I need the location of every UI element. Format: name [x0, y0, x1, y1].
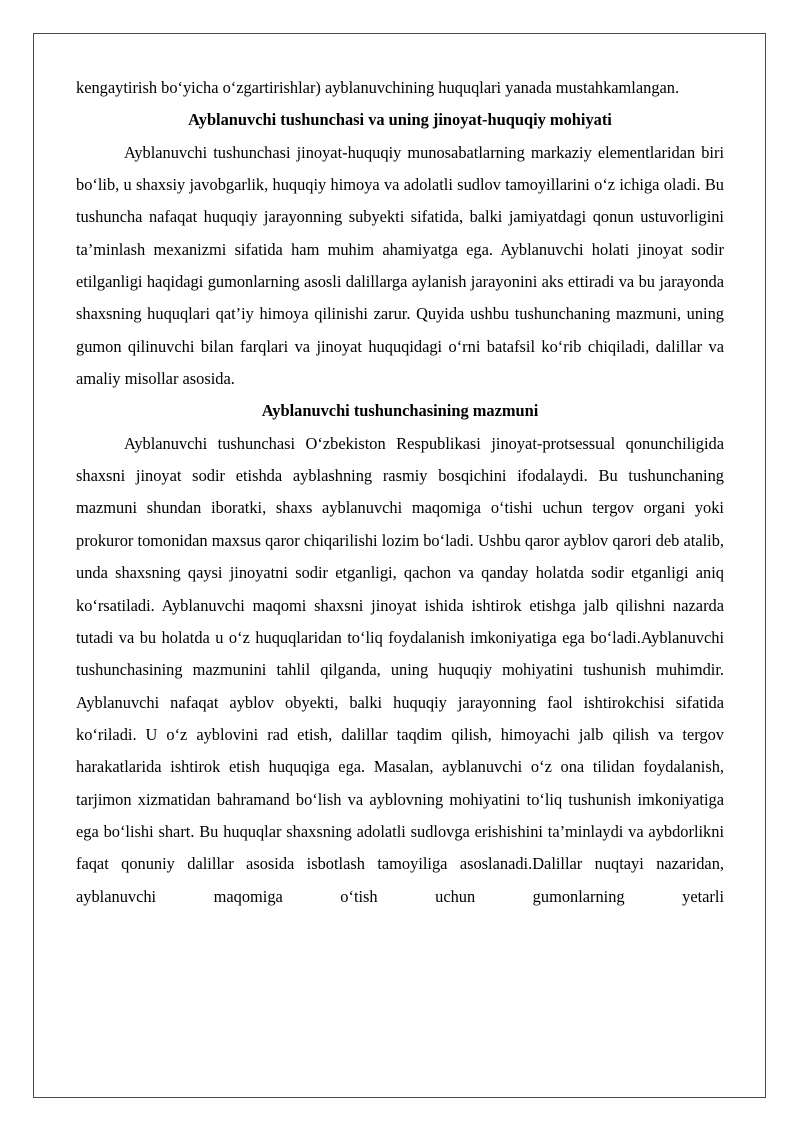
section-heading: Ayblanuvchi tushunchasi va uning jinoyat-huquqiy mohiyati [188, 110, 612, 130]
subsection-heading: Ayblanuvchi tushunchasining mazmuni [261, 401, 539, 421]
paragraph-continuation: kengaytirish bo‘yicha o‘zgartirishlar) ayblanuvchining huquqlari yanada mustahkamlangan. [76, 78, 680, 97]
body-paragraph: Ayblanuvchi tushunchasi O‘zbekiston Respublikasi jinoyat-protsessual qonunchiligida shaxsni jinoyat sodir etishda ayblashning rasmiy bosqichini ifodalaydi. Bu tushunchaning mazmuni shundan iboratki, shaxs ayblanuvchi maqomiga o‘tishi uchun tergov organi yoki prokuror tomonidan maxsus qaror chiqarilishi lozim bo‘ladi. Ushbu qaror ayblov qarori deb atalib, unda shaxsning qaysi jinoyatni sodir etganligi, qachon va qanday holatda sodir etganligi aniq ko‘rsatiladi. Ayblanuvchi maqomi shaxsni jinoyat ishida ishtirok etishga jalb qilishni nazarda tutadi va bu holatda u o‘z huquqlaridan to‘liq foydalanish imkoniyatiga ega bo‘ladi.Ayblanuvchi tushunchasining mazmunini tahlil qilganda, uning huquqiy mohiyatini tushunish muhimdir. Ayblanuvchi nafaqat ayblov obyekti, balki huquqiy jarayonning faol ishtirokchisi sifatida ko‘riladi. U o‘z ayblovini rad etish, dalillar taqdim qilish, himoyachi jalb qilish va tergov harakatlarida ishtirok etish huquqiga ega. Masalan, ayblanuvchi o‘z ona tilidan foydalanish, tarjimon xizmatidan bahramand bo‘lish va ayblovning mohiyatini to‘liq tushunish imkoniyatiga ega bo‘lishi shart. Bu huquqlar shaxsning adolatli sudlovga erishishini ta’minlaydi va aybdorlikni faqat qonuniy dalillar asosida isbotlash tamoyiliga asoslanadi.Dalillar nuqtayi nazaridan, ayblanuvchi maqomiga o‘tish uchun gumonlarning yetarli [76, 433, 724, 906]
document-body [76, 72, 724, 913]
body-paragraph: Ayblanuvchi tushunchasi jinoyat-huquqiy munosabatlarning markaziy elementlaridan biri bo‘lib, u shaxsiy javobgarlik, huquqiy himoya va adolatli sudlov tamoyillarini o‘z ichiga oladi. Bu tushuncha nafaqat huquqiy jarayonning subyekti sifatida, balki jamiyatdagi qonun ustuvorligini ta’minlash mexanizmi sifatida ham muhim ahamiyatga ega. Ayblanuvchi holati jinoyat sodir etilganligi haqidagi gumonlarning asosli dalillarga aylanish jarayonini aks ettiradi va bu jarayonda shaxsning huquqlari qat’iy himoya qilinishi zarur. Quyida ushbu tushunchaning mazmuni, uning gumon qilinuvchi bilan farqlari va jinoyat huquqidagi o‘rni batafsil ko‘rib chiqiladi, dalillar va amaliy misollar asosida. [76, 142, 724, 389]
